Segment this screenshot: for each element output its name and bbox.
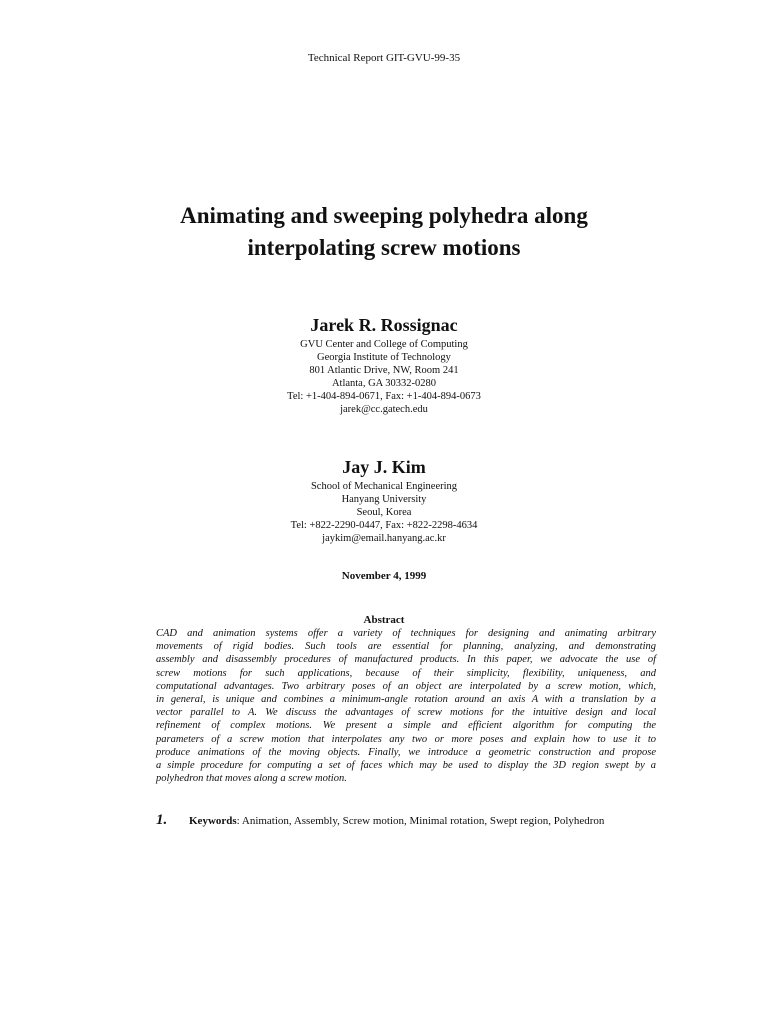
keywords-text	[189, 815, 604, 827]
abstract-line: computational advantages. Two arbitrary poses of an object are interpolated by a screw motion, which,	[156, 680, 656, 692]
abstract-line: parameters of a screw motion that interpolates any two or more poses and explain how to use it to	[156, 733, 656, 745]
abstract-line: movements of rigid bodies. Such tools are essential for planning, analyzing, and demonstrating	[156, 641, 656, 653]
abstract-body	[156, 627, 656, 785]
report-id: Technical Report GIT-GVU-99-35	[307, 52, 461, 64]
abstract-line: produce animations of the moving objects. Finally, we introduce a geometric construction and propose	[156, 746, 656, 758]
author-name-2: Jay J. Kim	[342, 457, 426, 477]
abstract-line: CAD and animation systems offer a variety of techniques for designing and animating arbitrary	[156, 628, 656, 639]
abstract-line: a simple procedure for computing a set of faces which may be used to display the 3D region swept by a	[156, 760, 656, 772]
author-2-address-line: Seoul, Korea	[356, 507, 412, 518]
author-2-email: jaykim@email.hanyang.ac.kr	[322, 533, 446, 544]
abstract-line: screw motions for such applications, because of their simplicity, flexibility, uniqueness, and	[156, 667, 656, 679]
abstract-line: in general, is unique and combines a minimum-angle rotation around an axis A with a translation by a	[156, 694, 656, 706]
title-line-1: Animating and sweeping polyhedra along	[180, 203, 588, 228]
author-2-affiliation-line: School of Mechanical Engineering	[310, 481, 458, 492]
author-2-affiliation-line: Hanyang University	[341, 494, 427, 505]
abstract-line: polyhedron that moves along a screw motion.	[156, 773, 347, 785]
author-block-2	[184, 456, 584, 545]
author-name-1: Jarek R. Rossignac	[310, 315, 458, 335]
author-1-affiliation-line: GVU Center and College of Computing	[300, 339, 468, 350]
author-1-address-line: Atlanta, GA 30332-0280	[331, 378, 437, 389]
paper-title	[100, 200, 668, 264]
keywords-label: Keywords	[189, 815, 237, 827]
abstract-line: refinement of complex motions. We present a simple and efficient algorithm for computing the	[156, 720, 656, 732]
section-number: 1.	[156, 812, 168, 828]
publication-date: November 4, 1999	[341, 570, 427, 582]
author-2-phone-line: Tel: +822-2290-0447, Fax: +822-2298-4634	[290, 520, 478, 531]
keywords-list: : Animation, Assembly, Screw motion, Minimal rotation, Swept region, Polyhedron	[236, 815, 605, 827]
title-line-2: interpolating screw motions	[247, 235, 521, 260]
author-1-email: jarek@cc.gatech.edu	[340, 404, 428, 415]
author-1-affiliation-line: Georgia Institute of Technology	[317, 352, 451, 363]
abstract-line: vector parallel to A. We discuss the advantages of screw motions for the intuitive design and local	[156, 707, 656, 719]
author-block-1	[184, 314, 584, 416]
abstract-line: assembly and disassembly procedures of manufactured products. In this paper, we advocate the use of	[156, 654, 656, 666]
author-1-phone-line: Tel: +1-404-894-0671, Fax: +1-404-894-0673	[287, 391, 481, 402]
author-1-address-line: 801 Atlantic Drive, NW, Room 241	[309, 365, 459, 376]
abstract-heading: Abstract	[363, 614, 405, 626]
